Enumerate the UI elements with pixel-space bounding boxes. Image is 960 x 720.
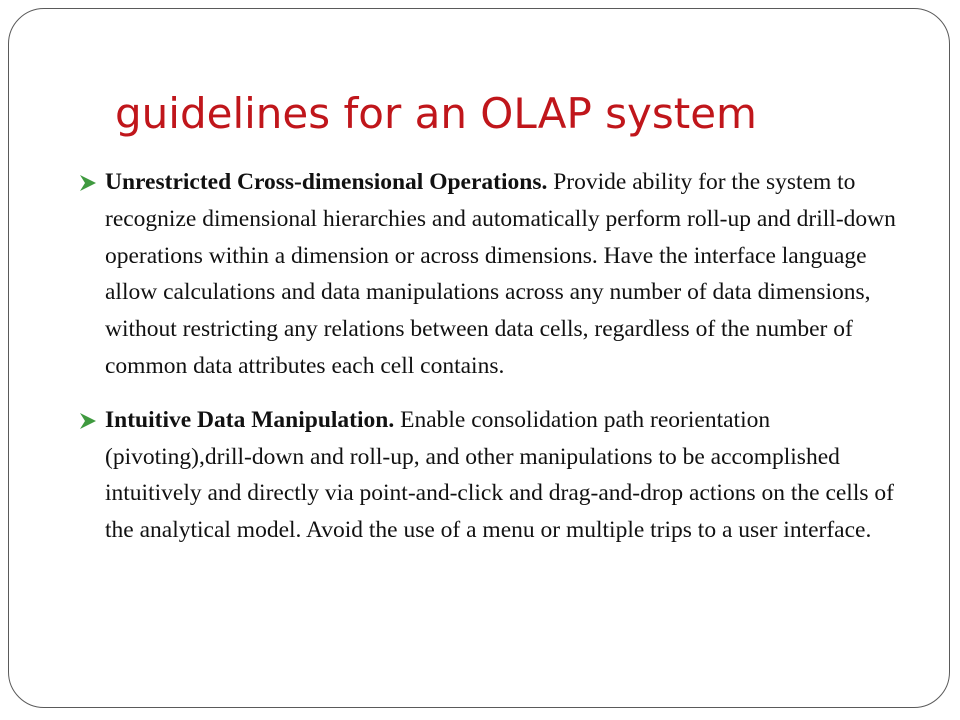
arrow-bullet-icon — [79, 412, 97, 430]
bullet-text: Provide ability for the system to recognize dimensional hierarchies and automatically perform roll-up and drill-down operations within a dimension or across dimensions. Have the interface language allow calculations and data manipulations across any number of data dimensions, without restricting any relations between data cells, regardless of the number of common data attributes each cell contains. — [105, 169, 896, 379]
slide-frame — [8, 8, 950, 708]
bullet-item — [79, 164, 919, 385]
bullet-item — [79, 402, 919, 549]
bullet-list — [79, 164, 919, 566]
arrow-bullet-icon — [79, 174, 97, 192]
bullet-text: Enable consolidation path reorientation (pivoting),drill-down and roll-up, and other manipulations to be accomplished intuitively and directly via point-and-click and drag-and-drop actions on the cells of the analytical model. Avoid the use of a menu or multiple trips to a user interface. — [105, 406, 894, 544]
bullet-heading: Unrestricted Cross-dimensional Operations. — [105, 169, 554, 195]
bullet-heading: Intuitive Data Manipulation. — [105, 406, 401, 433]
slide-title: guidelines for an OLAP system — [115, 89, 757, 138]
